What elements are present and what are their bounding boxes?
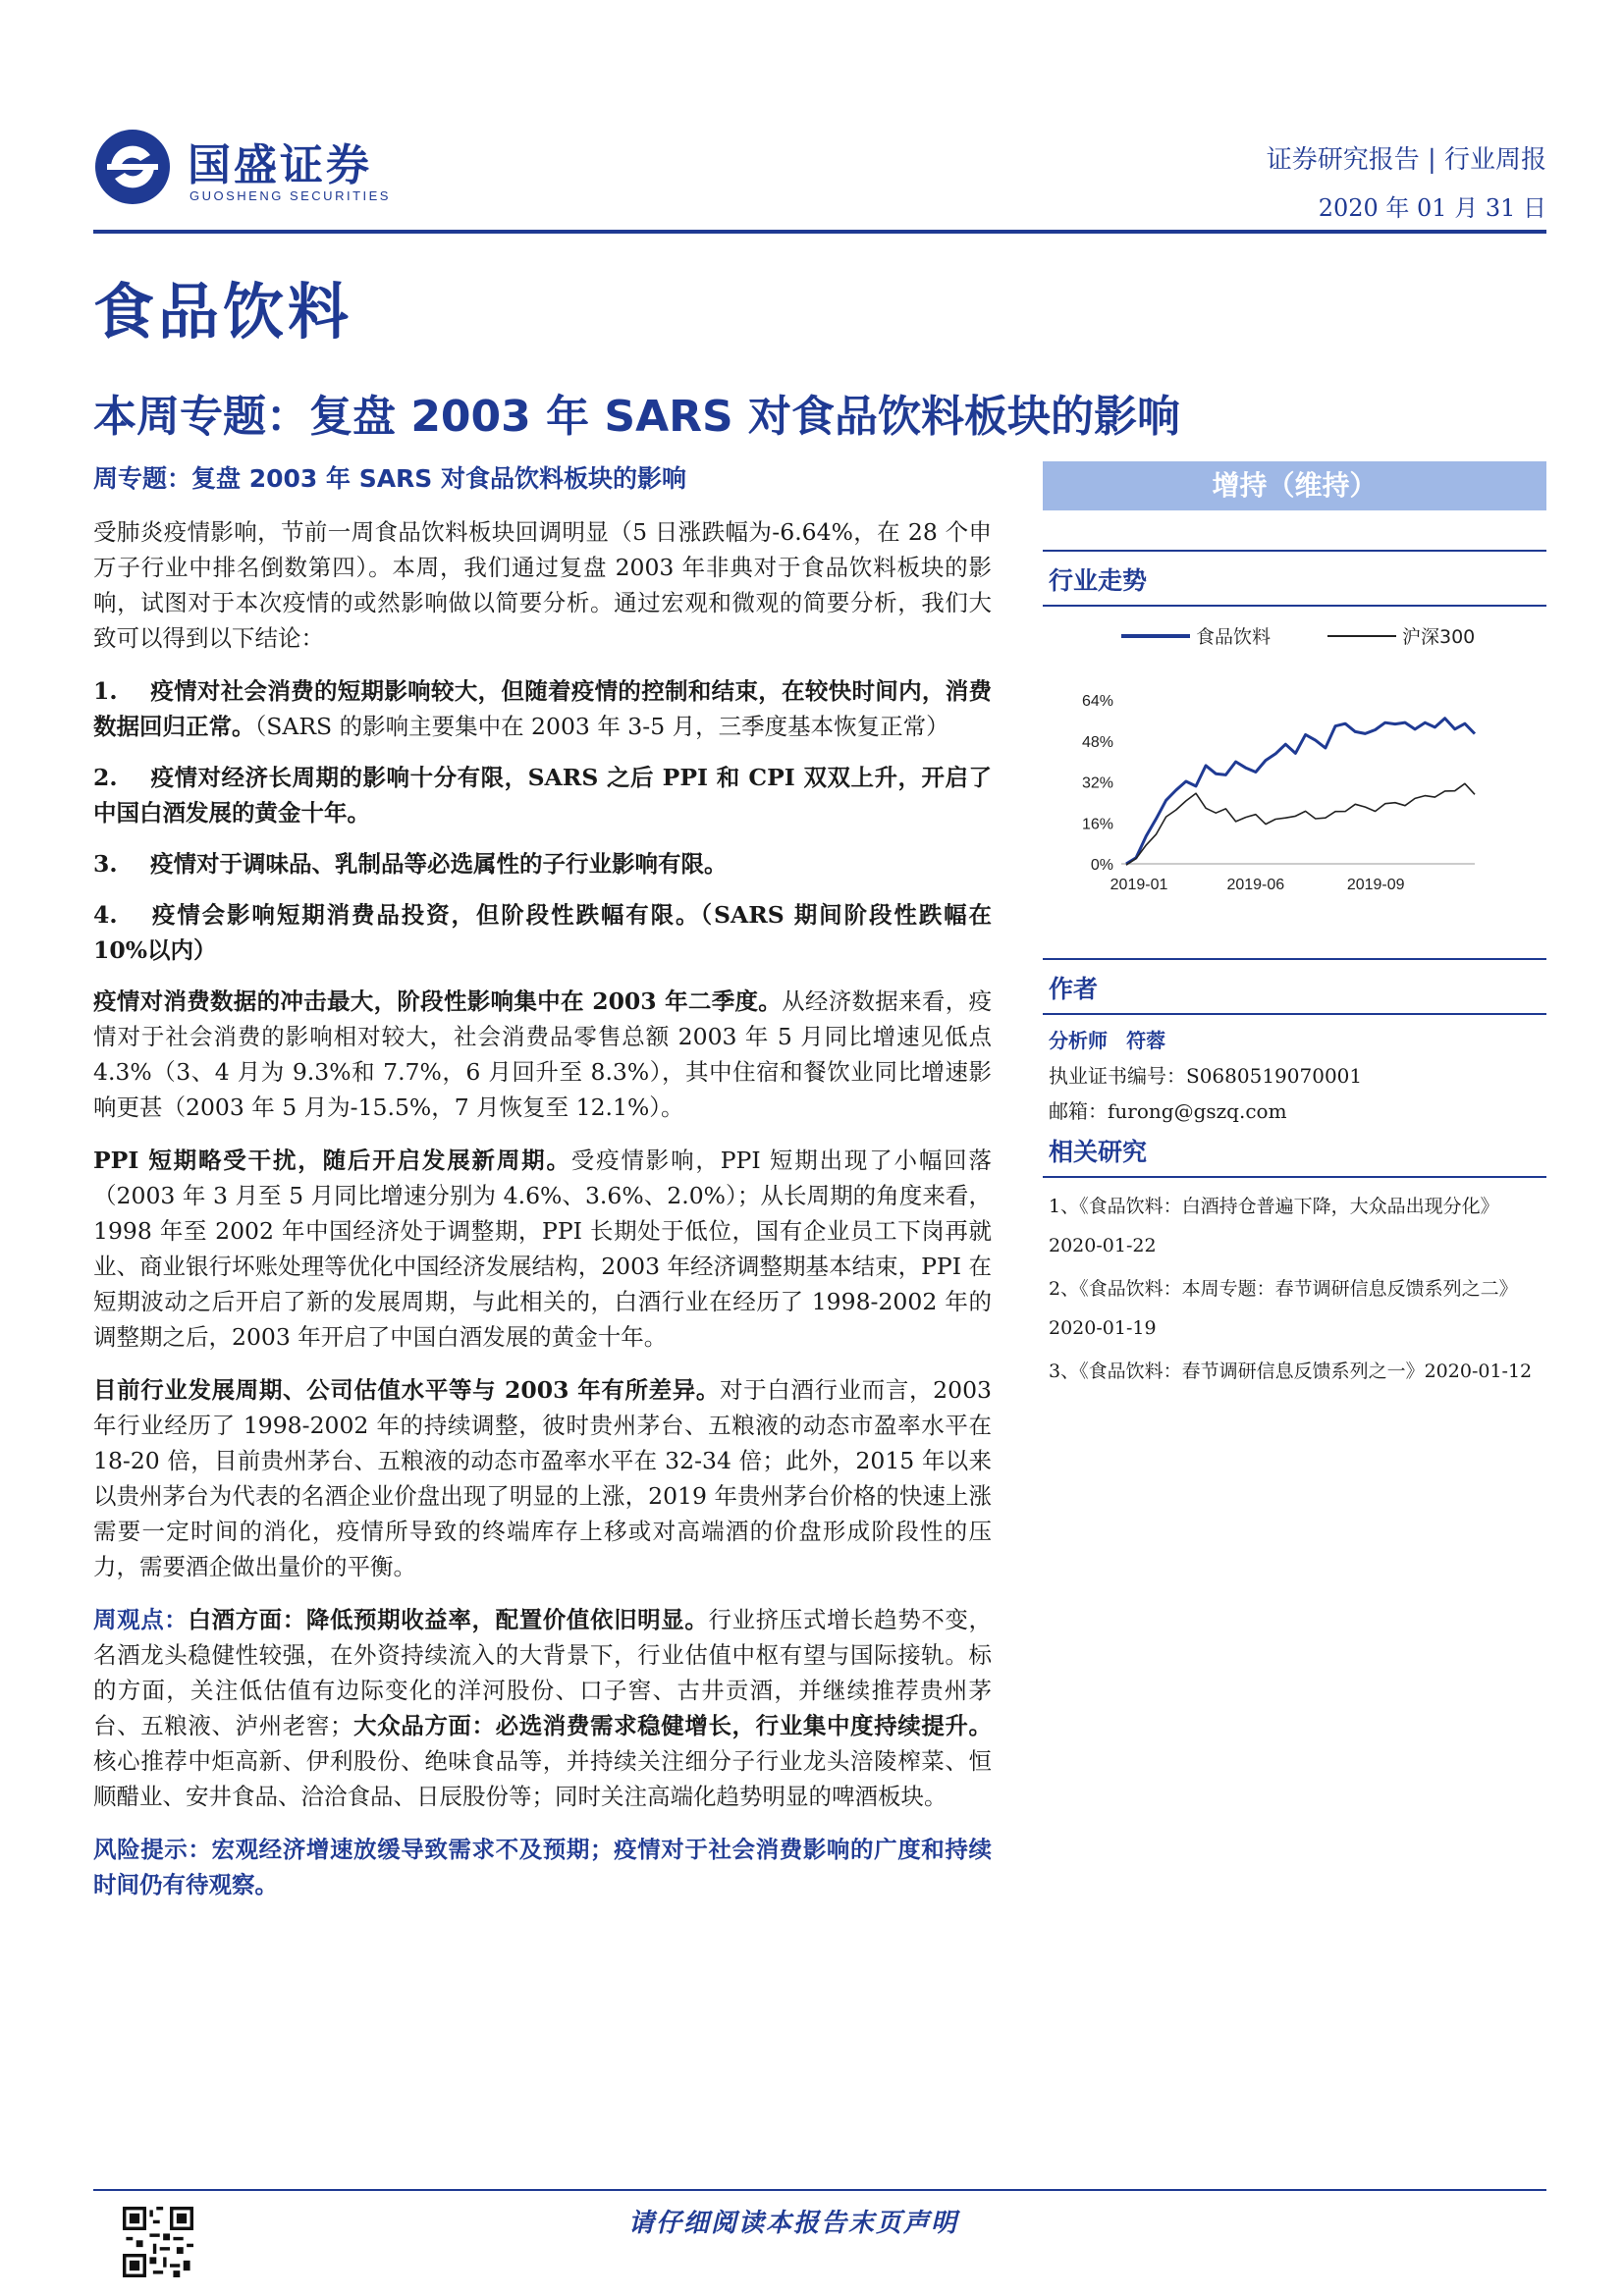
- item-text: （SARS 的影响主要集中在 2003 年 3-5 月，三季度基本恢复正常）: [254, 713, 949, 740]
- topic-subheading: 周专题：复盘 2003 年 SARS 对食品饮料板块的影响: [93, 464, 687, 493]
- y-tick-label: 32%: [1081, 774, 1113, 792]
- item-bold-text: 疫情对经济长周期的影响十分有限，SARS 之后 PPI 和 CPI 双双上升，开启了中国白酒发展的黄金十年。: [93, 764, 992, 827]
- item-number: 4.: [93, 901, 118, 929]
- consumption-paragraph: [93, 984, 992, 1125]
- email-line: [1043, 1094, 1546, 1129]
- author-section-title: 作者: [1049, 975, 1099, 1003]
- related-section-title: 相关研究: [1049, 1138, 1148, 1166]
- view-label: 周观点：: [93, 1606, 189, 1633]
- related-report-date: 2020-01-19: [1049, 1317, 1157, 1339]
- conclusion-item: [93, 846, 992, 881]
- view-bold-2: 大众品方面：必选消费需求稳健增长，行业集中度持续提升。: [352, 1712, 993, 1739]
- y-tick-label: 48%: [1081, 733, 1113, 751]
- logo-chinese-name: 国盛证券: [188, 140, 372, 190]
- series-line-csi300: [1126, 783, 1475, 865]
- paragraph-text: 受疫情影响，PPI 短期出现了小幅回落（2003 年 3 月至 5 月同比增速分别为 4.6%、3.6%、2.0%）；从长周期的角度来看，1998 年至 2002 年中国经济处于调整期，PPI 长期处于低位，国有企业员工下岗再就业、商业银行坏账处理等优化中国经济发展结构，2003 年经济调整期基本结束，PPI 在短期波动之后开启了新的发展周期，与此相关的，白酒行业在经历了 1998-2002 年的调整期之后，2003 年开启了中国白酒发展的黄金十年。: [93, 1147, 992, 1351]
- view-text-1: 行业挤压式增长趋势不变，名酒龙头稳健性较强，在外资持续流入的大背景下，行业估值中枢有望与国际接轨。标的方面，关注低估值有边际变化的洋河股份、口子窖、古井贡酒，并继续推荐贵州茅台、五粮液、泸州老窖；: [93, 1606, 993, 1739]
- view-text-2: 核心推荐中炬高新、伊利股份、绝味食品等，并持续关注细分子行业龙头涪陵榨菜、恒顺醋业、安井食品、洽洽食品、日辰股份等；同时关注高端化趋势明显的啤酒板块。: [93, 1747, 992, 1810]
- analyst-line: [1043, 1023, 1546, 1058]
- legend-label: 沪深300: [1402, 626, 1476, 648]
- email-link[interactable]: furong@gszq.com: [1108, 1099, 1287, 1123]
- cert-label: 执业证书编号：: [1049, 1064, 1186, 1088]
- series-line-food-beverage: [1126, 719, 1475, 864]
- view-bold-1: 白酒方面：降低预期收益率，配置价值依旧明显。: [188, 1606, 709, 1633]
- weekly-view-paragraph: [93, 1602, 992, 1814]
- email-label: 邮箱：: [1049, 1099, 1108, 1123]
- intro-paragraph: 受肺炎疫情影响，节前一周食品饮料板块回调明显（5 日涨跌幅为-6.64%，在 28 个申万子行业中排名倒数第四）。本周，我们通过复盘 2003 年非典对于食品饮料板块的影响，试图对于本次疫情的或然影响做以简要分析。通过宏观和微观的简要分析，我们大致可以得到以下结论：: [93, 518, 992, 652]
- x-tick-label: 2019-01: [1110, 877, 1168, 893]
- x-tick-label: 2019-06: [1226, 877, 1285, 893]
- paragraph-lead: PPI 短期略受干扰，随后开启发展新周期。: [93, 1147, 571, 1174]
- industry-trend-chart: [1043, 607, 1546, 901]
- report-main-title: 本周专题：复盘 2003 年 SARS 对食品饮料板块的影响: [93, 392, 1181, 442]
- related-report-title: 3、《食品饮料：春节调研信息反馈系列之一》2020-01-12: [1049, 1361, 1533, 1382]
- item-number: 1.: [93, 677, 118, 705]
- related-report-item[interactable]: [1043, 1357, 1546, 1386]
- related-report-item[interactable]: [1043, 1192, 1546, 1260]
- ppi-paragraph: [93, 1143, 992, 1355]
- valuation-paragraph: [93, 1372, 992, 1584]
- y-tick-label: 0%: [1090, 857, 1113, 874]
- conclusion-item: [93, 673, 992, 744]
- report-date: 2020 年 01 月 31 日: [1318, 194, 1546, 222]
- risk-warning: 风险提示：宏观经济增速放缓导致需求不及预期；疫情对于社会消费影响的广度和持续时间仍有待观察。: [93, 1836, 992, 1898]
- header-divider: [93, 230, 1546, 234]
- main-body: [93, 461, 992, 1920]
- item-number: 2.: [93, 764, 118, 791]
- paragraph-text: 从经济数据来看，疫情对于社会消费的影响相对较大，社会消费品零售总额 2003 年 5 月同比增速见低点 4.3%（3、4 月为 9.3%和 7.7%，6 月回升至 8.3%），其中住宿和餐饮业同比增速影响更甚（2003 年 5 月为-15.5%，7 月恢复至 12.1%）。: [93, 988, 992, 1121]
- y-tick-label: 64%: [1081, 693, 1113, 710]
- cert-number: S0680519070001: [1186, 1064, 1363, 1088]
- certificate-line: [1043, 1058, 1546, 1094]
- report-header: [93, 118, 1546, 236]
- rating-badge: 增持（维持）: [1043, 461, 1546, 510]
- related-report-date: 2020-01-22: [1049, 1235, 1157, 1256]
- y-tick-label: 16%: [1081, 816, 1113, 833]
- item-bold-text: 疫情对社会消费的短期影响较大，但随着疫情的控制和结束，在较快时间内，消费数据回归正常。: [93, 677, 992, 740]
- sidebar: [1043, 461, 1546, 1400]
- paragraph-lead: 疫情对消费数据的冲击最大，阶段性影响集中在 2003 年二季度。: [93, 988, 783, 1015]
- company-logo: [93, 128, 447, 206]
- paragraph-lead: 目前行业发展周期、公司估值水平等与 2003 年有所差异。: [93, 1376, 721, 1404]
- footer-disclaimer: 请仔细阅读本报告末页声明: [628, 2209, 959, 2238]
- qr-code-icon: [123, 2207, 193, 2277]
- trend-section-title: 行业走势: [1049, 566, 1148, 595]
- x-tick-label: 2019-09: [1346, 877, 1405, 893]
- conclusion-item: [93, 760, 992, 830]
- item-number: 3.: [93, 850, 118, 878]
- item-bold-text: 疫情会影响短期消费品投资，但阶段性跌幅有限。（SARS 期间阶段性跌幅在 10%以内）: [93, 901, 992, 964]
- paragraph-text: 对于白酒行业而言，2003 年行业经历了 1998-2002 年的持续调整，彼时贵州茅台、五粮液的动态市盈率水平在 18-20 倍，目前贵州茅台、五粮液的动态市盈率水平在 32-34 倍；此外，2015 年以来以贵州茅台为代表的名酒企业价盘出现了明显的上涨，2019 年贵州茅台价格的快速上涨需要一定时间的消化，疫情所导致的终端库存上移或对高端酒的价盘形成阶段性的压力，需要酒企做出量价的平衡。: [93, 1376, 992, 1580]
- footer-divider: [93, 2189, 1546, 2191]
- trend-chart-svg: [1043, 607, 1546, 901]
- conclusion-item: [93, 897, 992, 968]
- analyst-label: 分析师: [1049, 1029, 1108, 1052]
- logo-english-name: GUOSHENG SECURITIES: [189, 188, 391, 203]
- item-bold-text: 疫情对于调味品、乳制品等必选属性的子行业影响有限。: [150, 850, 728, 878]
- analyst-name: 符蓉: [1126, 1029, 1166, 1052]
- related-report-title: 1、《食品饮料：白酒持仓普遍下降，大众品出现分化》: [1049, 1196, 1499, 1217]
- related-report-title: 2、《食品饮料：本周专题：春节调研信息反馈系列之二》: [1049, 1278, 1518, 1300]
- related-report-item[interactable]: [1043, 1274, 1546, 1343]
- sector-title: 食品饮料: [93, 276, 353, 347]
- legend-label: 食品饮料: [1196, 626, 1272, 648]
- report-type: 证券研究报告 | 行业周报: [1266, 145, 1546, 175]
- guosheng-logo-icon: [93, 128, 172, 206]
